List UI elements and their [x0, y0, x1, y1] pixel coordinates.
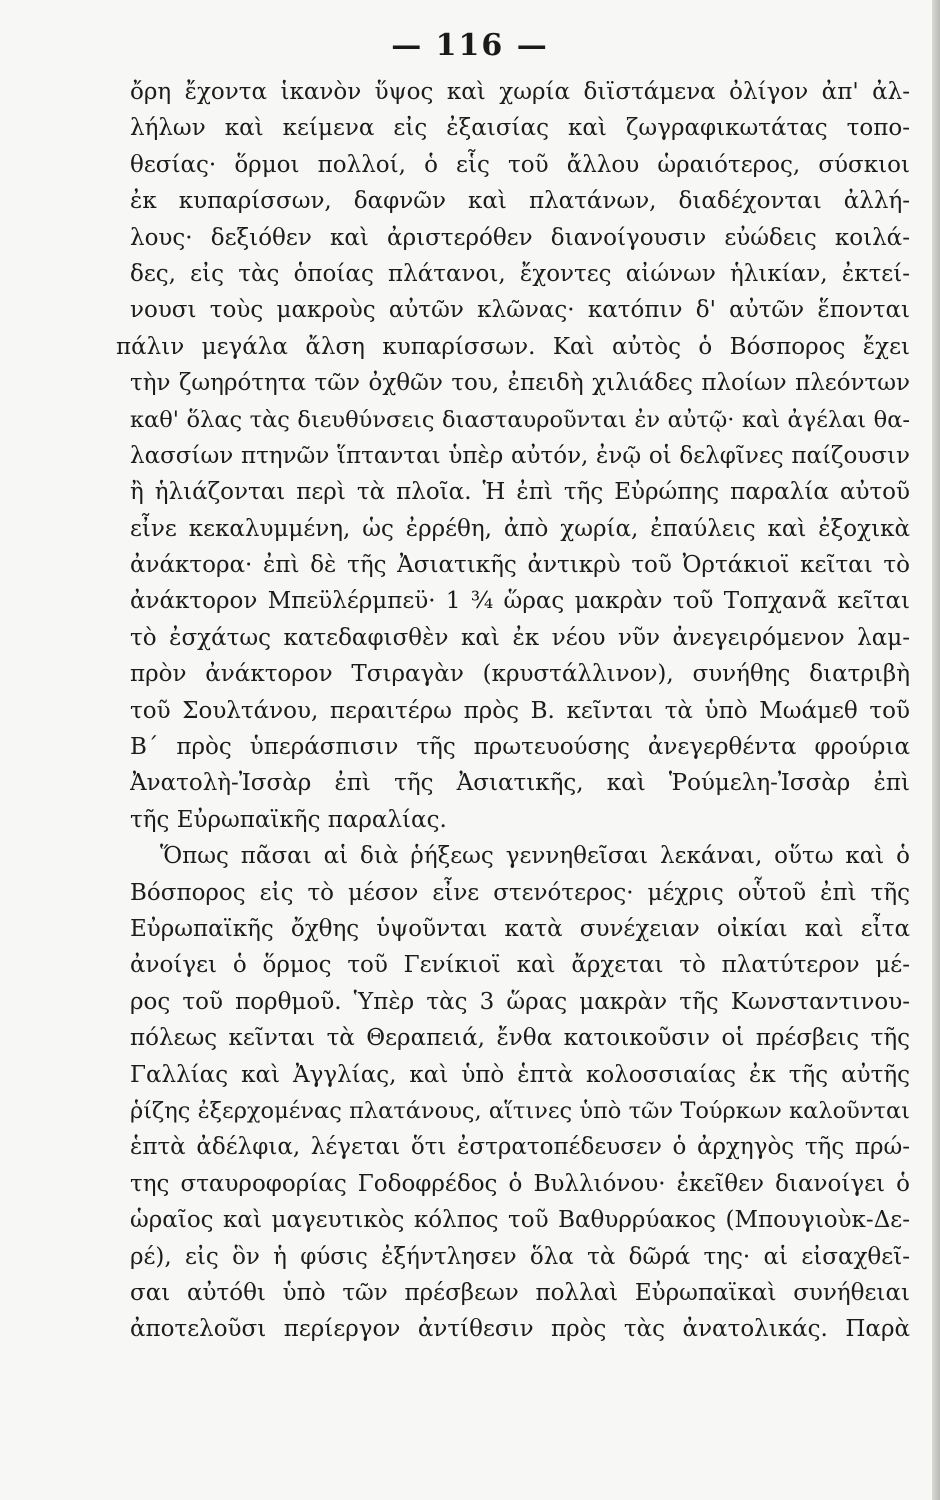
text-line: εἶνε κεκαλυμμένη, ὡς ἐρρέθη, ἀπὸ χωρία, ἐπαύλεις καὶ ἐξοχικὰ	[130, 515, 910, 542]
text-line: λήλων καὶ κείμενα εἰς ἐξαισίας καὶ ζωγραφικωτάτας τοπο-	[130, 115, 910, 142]
page-number: — 116 —	[391, 28, 549, 63]
text-line: ἀποτελοῦσι περίεργον ἀντίθεσιν πρὸς τὰς ἀνατολικάς. Παρὰ	[130, 1316, 910, 1343]
text-line: καθ' ὅλας τὰς διευθύνσεις διασταυροῦνται ἐν αὐτῷ· καὶ ἀγέλαι θα-	[130, 406, 910, 433]
text-line: Εὐρωπαϊκῆς ὄχθης ὑψοῦνται κατὰ συνέχειαν οἰκίαι καὶ εἶτα	[130, 915, 910, 942]
text-line: ἑπτὰ ἀδέλφια, λέγεται ὅτι ἐστρατοπέδευσεν ὁ ἀρχηγὸς τῆς πρώ-	[130, 1134, 910, 1161]
text-line: Β΄ πρὸς ὑπεράσπισιν τῆς πρωτευούσης ἀνεγερθέντα φρούρια	[130, 734, 910, 761]
text-line: ῥίζης ἐξερχομένας πλατάνους, αἵτινες ὑπὸ τῶν Τούρκων καλοῦνται	[130, 1097, 910, 1124]
text-line: τὴν ζωηρότητα τῶν ὀχθῶν του, ἐπειδὴ χιλιάδες πλοίων πλεόντων	[130, 370, 910, 397]
text-line: ὡραῖος καὶ μαγευτικὸς κόλπος τοῦ Βαθυρρύακος (Μπουγιοὺκ-Δε-	[130, 1207, 910, 1234]
text-line: της σταυροφορίας Γοδοφρέδος ὁ Βυλλιόνου· ἐκεῖθεν διανοίγει ὁ	[130, 1170, 910, 1197]
text-line: δες, εἰς τὰς ὁποίας πλάτανοι, ἔχοντες αἰώνων ἡλικίαν, ἐκτεί-	[130, 260, 910, 287]
text-line: Ἀνατολὴ-Ἰσσὰρ ἐπὶ τῆς Ἀσιατικῆς, καὶ Ῥούμελη-Ἰσσὰρ ἐπὶ	[130, 770, 910, 797]
text-line: Βόσπορος εἰς τὸ μέσον εἶνε στενότερος· μέχρις οὗτοῦ ἐπὶ τῆς	[130, 879, 910, 906]
text-line: λους· δεξιόθεν καὶ ἀριστερόθεν διανοίγουσιν εὐώδεις κοιλά-	[130, 224, 910, 251]
text-line: τῆς Εὐρωπαϊκῆς παραλίας.	[130, 806, 447, 833]
text-line: τοῦ Σουλτάνου, περαιτέρω πρὸς Β. κεῖνται τὰ ὑπὸ Μωάμεθ τοῦ	[130, 697, 910, 724]
text-line: λασσίων πτηνῶν ἵπτανται ὑπὲρ αὐτόν, ἐνῷ οἱ δελφῖνες παίζουσιν	[130, 442, 910, 469]
text-line: πρὸν ἀνάκτορον Τσιραγὰν (κρυστάλλινον), συνήθης διατριβὴ	[130, 661, 910, 688]
text-line: ἀνάκτορον Μπεϋλέρμπεϋ· 1 ¾ ὥρας μακρὰν τοῦ Τοπχανᾶ κεῖται	[130, 588, 910, 615]
text-line: ἀνάκτορα· ἐπὶ δὲ τῆς Ἀσιατικῆς ἀντικρὺ τοῦ Ὀρτάκιοϊ κεῖται τὸ	[130, 552, 910, 579]
text-line: θεσίας· ὅρμοι πολλοί, ὁ εἷς τοῦ ἄλλου ὡραιότερος, σύσκιοι	[130, 151, 910, 178]
body-text	[116, 74, 910, 1348]
paragraph-start-line: Ὅπως πᾶσαι αἱ διὰ ῥήξεως γεννηθεῖσαι λεκάναι, οὕτω καὶ ὁ	[160, 843, 910, 870]
text-line: ὄρη ἔχοντα ἱκανὸν ὕψος καὶ χωρία διϊστάμενα ὀλίγον ἀπ' ἀλ-	[130, 79, 910, 105]
text-line: πάλιν μεγάλα ἄλση κυπαρίσσων. Καὶ αὐτὸς ὁ Βόσπορος ἔχει	[116, 333, 910, 360]
text-line: ρέ), εἰς ὃν ἡ φύσις ἐξήντλησεν ὅλα τὰ δῶρά της· αἱ εἰσαχθεῖ-	[130, 1243, 910, 1270]
text-line: ἢ ἡλιάζονται περὶ τὰ πλοῖα. Ἡ ἐπὶ τῆς Εὐρώπης παραλία αὐτοῦ	[130, 479, 910, 506]
text-line: ἀνοίγει ὁ ὅρμος τοῦ Γενίκιοϊ καὶ ἄρχεται τὸ πλατύτερον μέ-	[130, 952, 910, 979]
text-line: Γαλλίας καὶ Ἀγγλίας, καὶ ὑπὸ ἑπτὰ κολοσσιαίας ἐκ τῆς αὐτῆς	[130, 1061, 910, 1088]
text-line: ρος τοῦ πορθμοῦ. Ὑπὲρ τὰς 3 ὥρας μακρὰν τῆς Κωνσταντινου-	[130, 988, 910, 1015]
text-line: πόλεως κεῖνται τὰ Θεραπειά, ἔνθα κατοικοῦσιν οἱ πρέσβεις τῆς	[130, 1025, 910, 1052]
page-edge-shadow	[932, 0, 940, 1500]
text-line: τὸ ἐσχάτως κατεδαφισθὲν καὶ ἐκ νέου νῦν ἀνεγειρόμενον λαμ-	[130, 624, 910, 651]
text-line: νουσι τοὺς μακροὺς αὐτῶν κλῶνας· κατόπιν δ' αὐτῶν ἕπονται	[130, 297, 910, 324]
text-line: σαι αὐτόθι ὑπὸ τῶν πρέσβεων πολλαὶ Εὐρωπαϊκαὶ συνήθειαι	[130, 1279, 910, 1306]
text-line: ἐκ κυπαρίσσων, δαφνῶν καὶ πλατάνων, διαδέχονται ἀλλή-	[130, 188, 910, 215]
